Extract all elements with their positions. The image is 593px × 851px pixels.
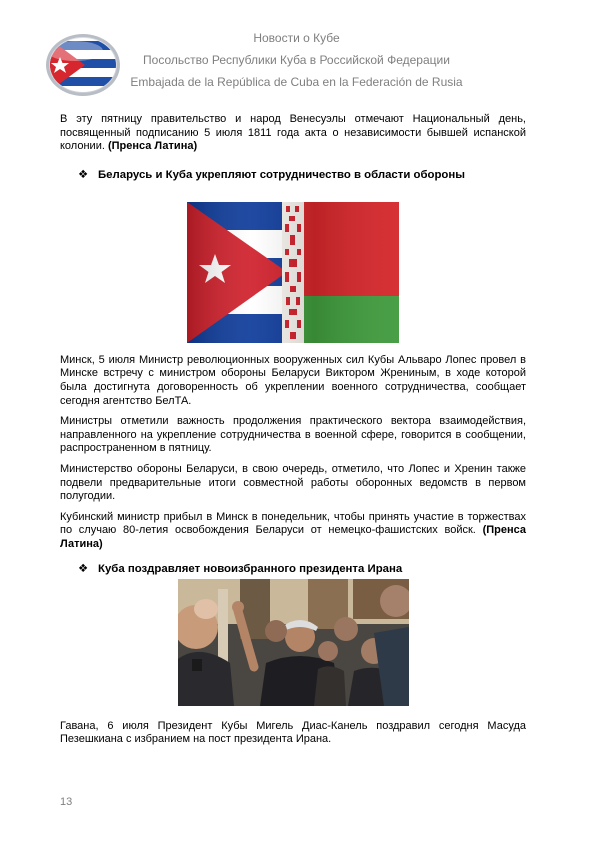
article2-heading xyxy=(60,562,526,576)
article2-title: Куба поздравляет новоизбранного президента Ирана xyxy=(98,562,403,575)
page-content xyxy=(60,113,526,754)
header-embassy-es: Embajada de la República de Cuba en la Federación de Rusia xyxy=(130,75,463,89)
diamond-bullet-icon: ❖ xyxy=(78,168,89,181)
article1-paragraph-4 xyxy=(60,511,526,552)
article1-title: Беларусь и Куба укрепляют сотрудничество в области обороны xyxy=(98,168,465,181)
intro-source: (Пренса Латина) xyxy=(107,140,198,153)
crowd-photo-image xyxy=(178,579,409,706)
article2-figure xyxy=(60,579,526,706)
article1-last-text: Кубинский министр прибыл в Минск в понедельник, чтобы принять участие в торжествах по случаю 80-летия освобождения Беларуси от немецко-фашистских войск. xyxy=(60,510,526,537)
article1-paragraph-3: Министерство обороны Беларуси, в свою очередь, отметило, что Лопес и Хренин также подвели предварительные итоги совместной работы оборонных ведомств в первом полугодии. xyxy=(60,462,526,503)
header-embassy-ru: Посольство Республики Куба в Российской Федерации xyxy=(143,53,450,67)
article1-paragraph-1: Минск, 5 июля Министр революционных вооруженных сил Кубы Альваро Лопес провел в Минске встречу с министром обороны Беларуси Виктором Жрениным, в ходе которой была достигнута договоренность об укреплении военного сотрудничества, сообщает сегодня агентство БелТА. xyxy=(60,353,526,407)
article2-paragraph: Гавана, 6 июля Президент Кубы Мигель Диас-Канель поздравил сегодня Масуда Пезешкиана с избранием на пост президента Ирана. xyxy=(60,719,526,746)
page-number: 13 xyxy=(60,796,73,808)
article1-heading xyxy=(60,168,526,182)
article1-source: (Пренса Латина) xyxy=(60,524,526,550)
header-title: Новости о Кубе xyxy=(253,31,340,45)
article1-paragraph-2: Министры отметили важность продолжения практического вектора взаимодействия, направленного на укрепление сотрудничества в военной сфере, говорится в сообщении, распространенном в пятницу. xyxy=(60,415,526,455)
cuba-belarus-flags-image xyxy=(187,202,399,343)
intro-paragraph xyxy=(60,113,526,154)
page-header xyxy=(0,0,593,104)
intro-text: В эту пятницу правительство и народ Венесуэлы отмечают Национальный день, посвященный подписанию 5 июля 1811 года акта о независимости бывшей испанской колонии. xyxy=(60,113,526,153)
article1-figure xyxy=(60,202,526,343)
diamond-bullet-icon: ❖ xyxy=(78,562,89,575)
